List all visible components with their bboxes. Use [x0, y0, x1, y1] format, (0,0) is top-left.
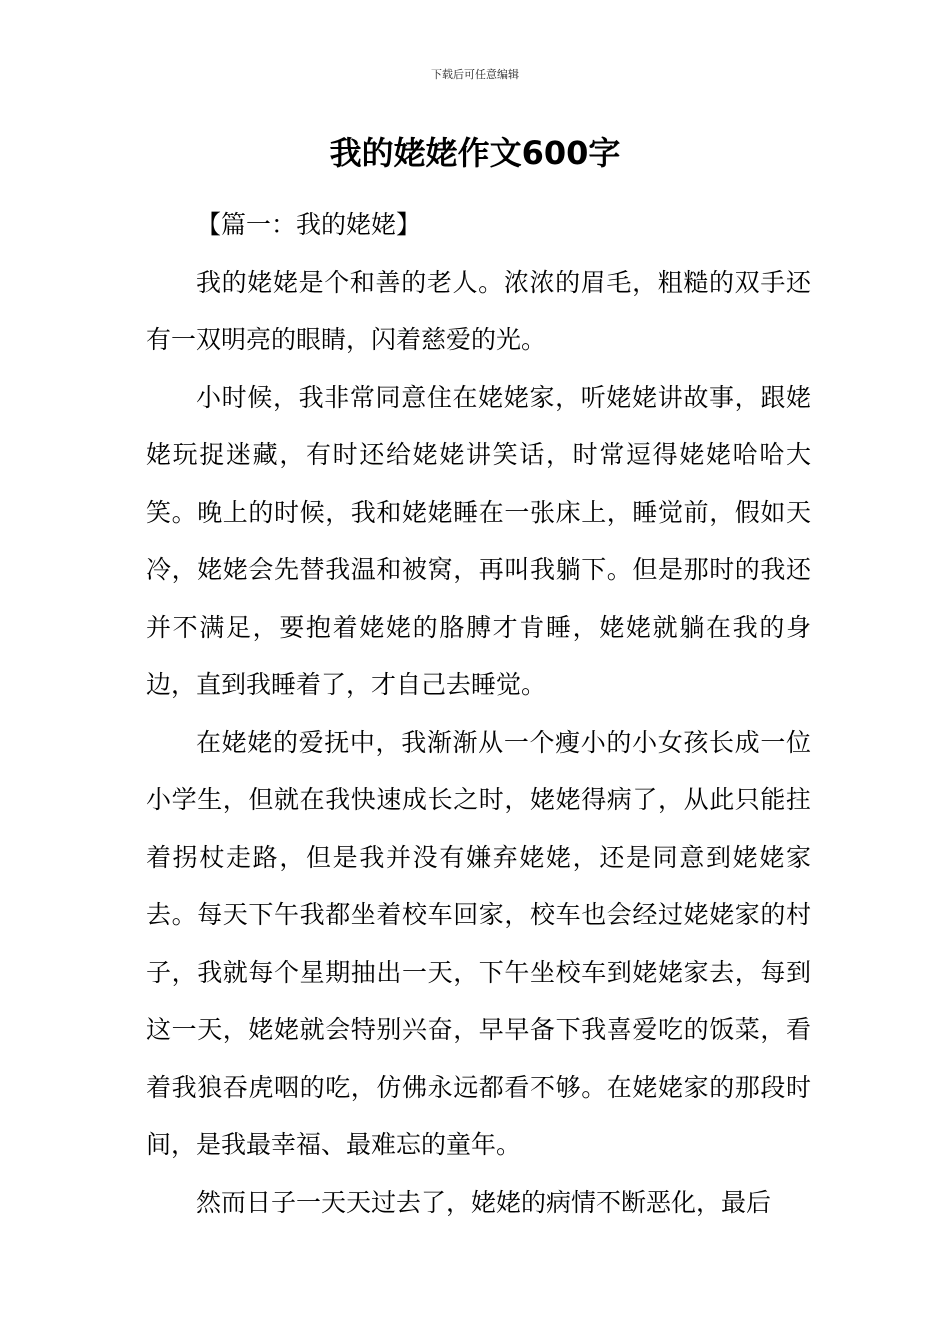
section-heading: 【篇一：我的姥姥】	[196, 210, 422, 239]
paragraph-3: 在姥姥的爱抚中，我渐渐从一个瘦小的小女孩长成一位小学生，但就在我快速成长之时，姥姥得病了，从此只能拄着拐杖走路，但是我并没有嫌弃姥姥，还是同意到姥姥家去。每天下午我都坐着校车回家，校车也会经过姥姥家的村子，我就每个星期抽出一天，下午坐校车到姥姥家去，每到这一天，姥姥就会特别兴奋，早早备下我喜爱吃的饭菜，看着我狼吞虎咽的吃，仿佛永远都看不够。在姥姥家的那段时间，是我最幸福、最难忘的童年。	[146, 727, 811, 1159]
paragraph-4: 然而日子一天天过去了，姥姥的病情不断恶化，最后	[196, 1187, 772, 1217]
header-note: 下载后可任意编辑	[431, 68, 519, 81]
paragraph-2: 小时候，我非常同意住在姥姥家，听姥姥讲故事，跟姥姥玩捉迷藏，有时还给姥姥讲笑话，时常逗得姥姥哈哈大笑。晚上的时候，我和姥姥睡在一张床上，睡觉前，假如天冷，姥姥会先替我温和被窝，再叫我躺下。但是那时的我还并不满足，要抱着姥姥的胳膊才肯睡，姥姥就躺在我的身边，直到我睡着了，才自己去睡觉。	[146, 382, 811, 699]
paragraph-1: 我的姥姥是个和善的老人。浓浓的眉毛，粗糙的双手还有一双明亮的眼睛，闪着慈爱的光。	[146, 267, 811, 354]
essay-body	[146, 196, 811, 1231]
essay-title: 我的姥姥作文600字	[329, 134, 621, 172]
